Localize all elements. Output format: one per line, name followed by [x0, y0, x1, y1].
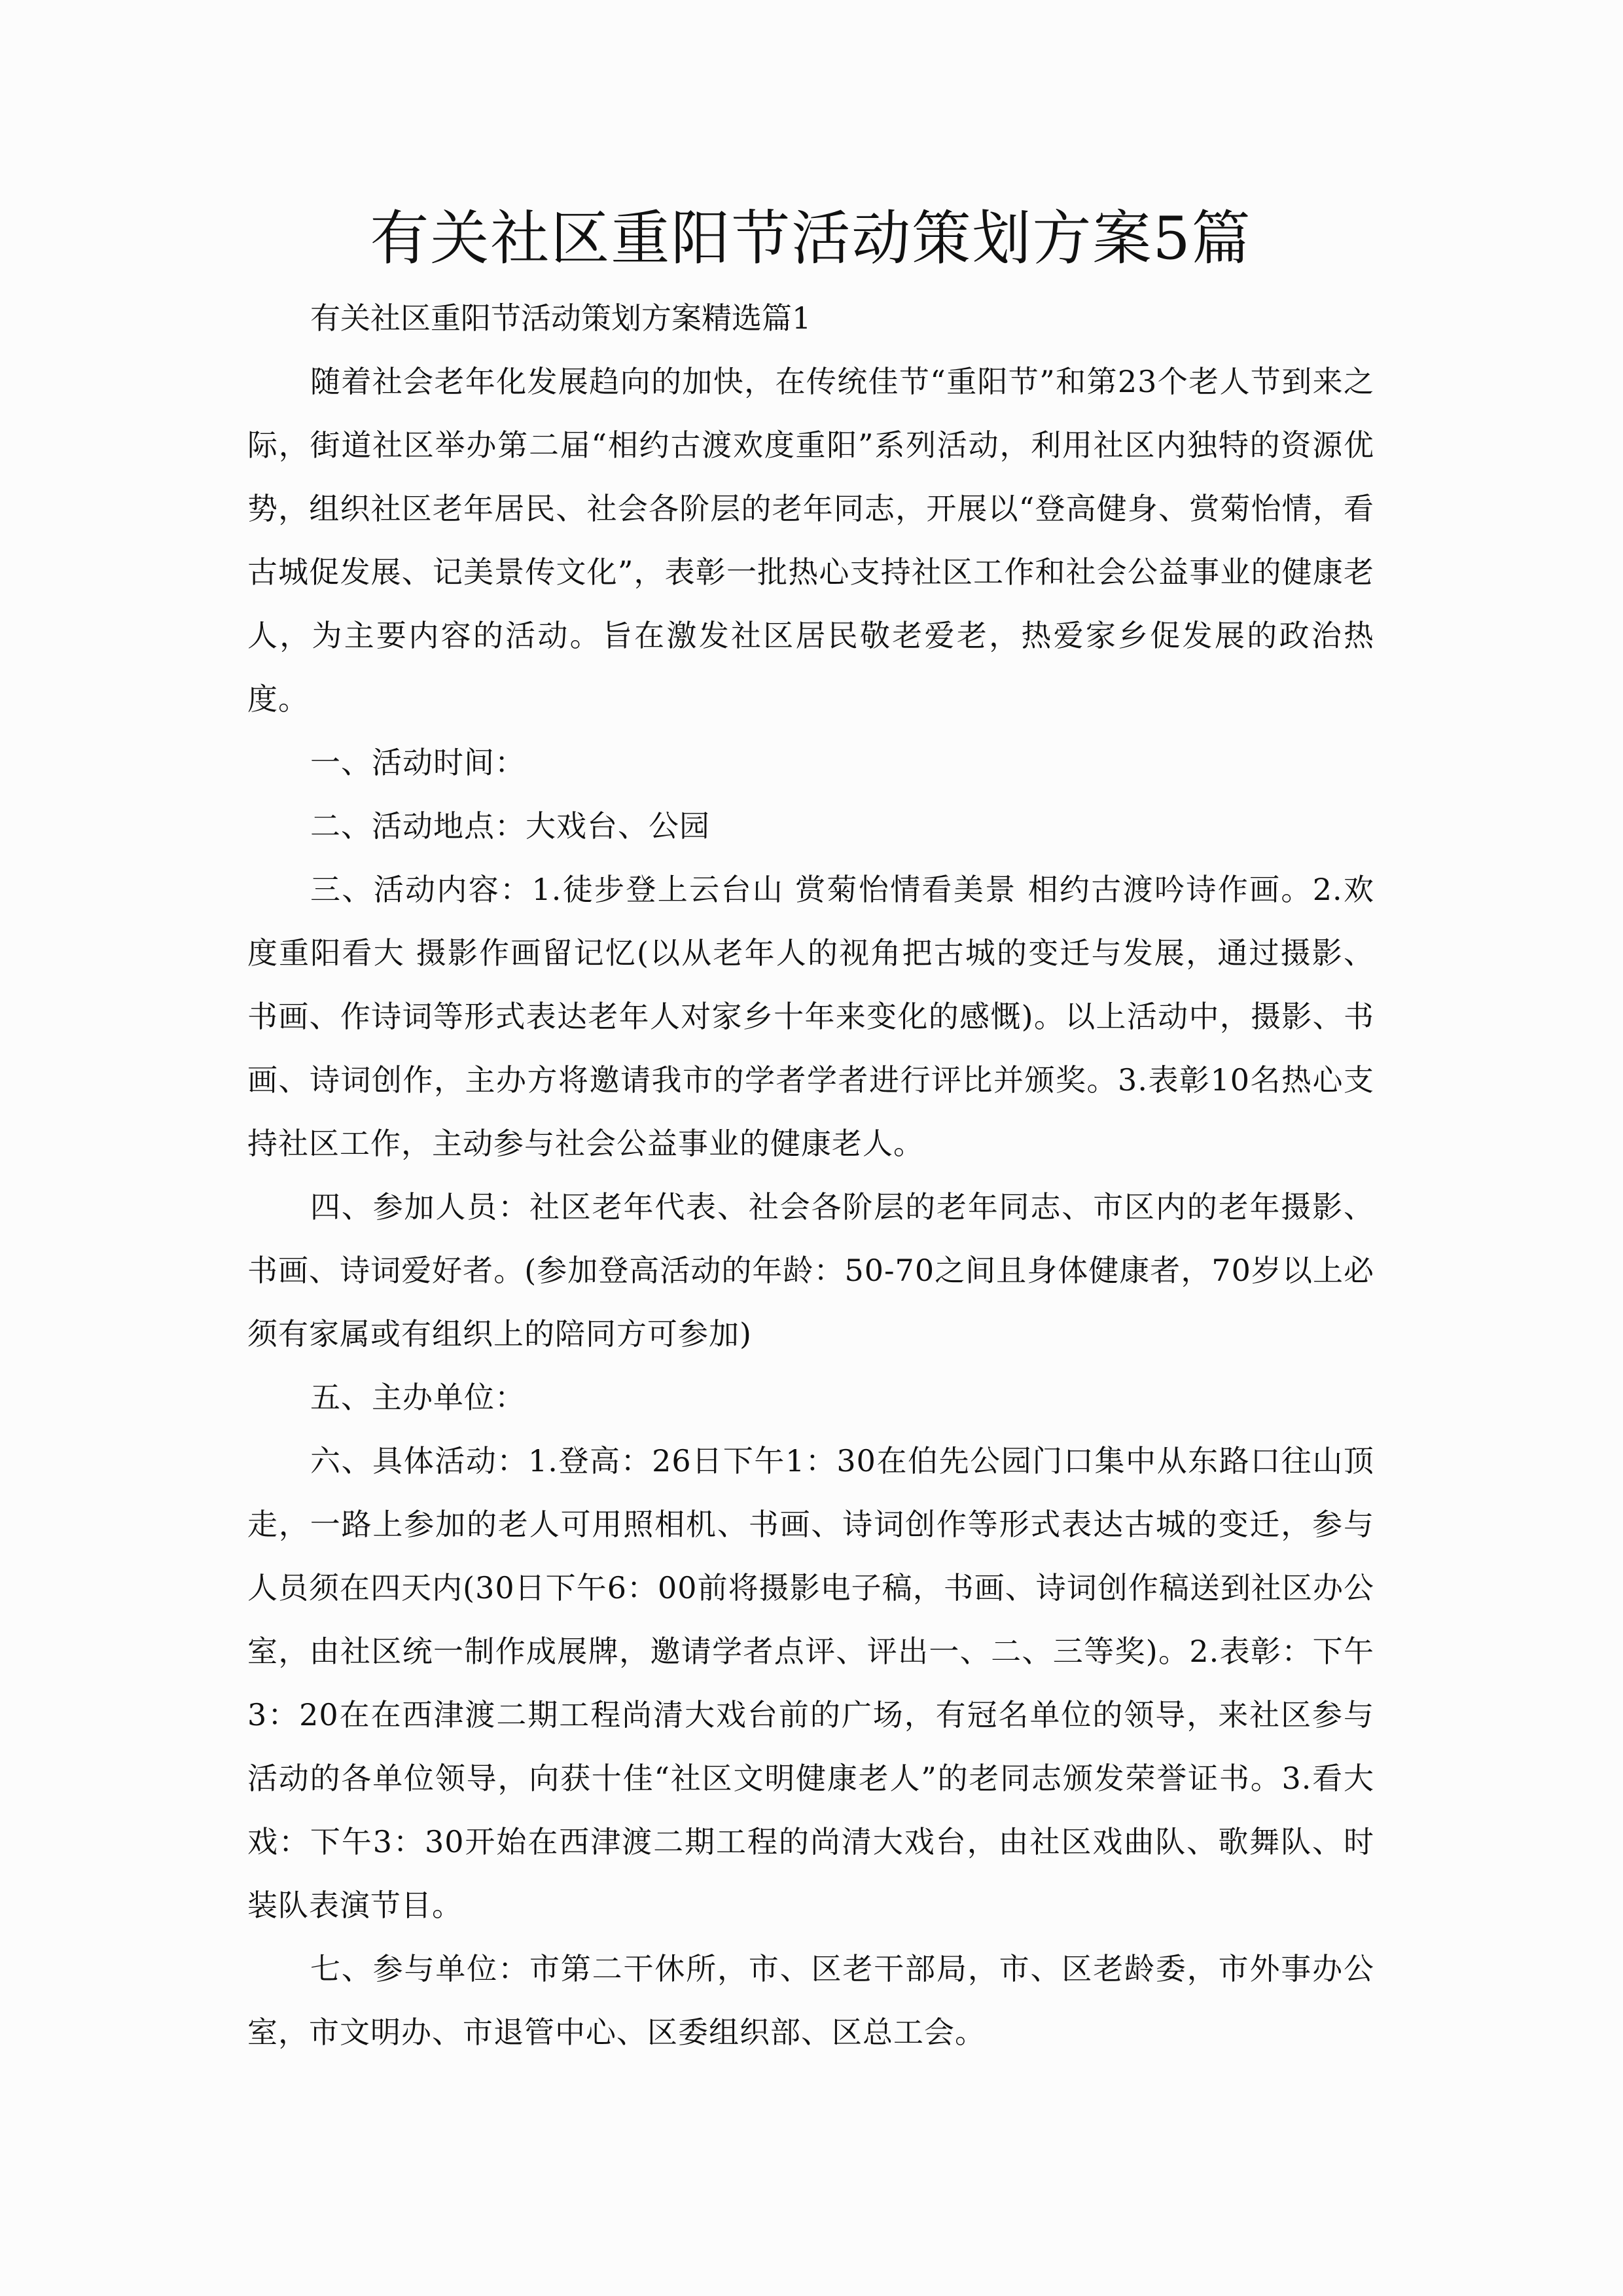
- section-activity-content: 三、活动内容：1.徒步登上云台山 赏菊怡情看美景 相约古渡吟诗作画。2.欢度重阳看大 摄影作画留记忆(以从老年人的视角把古城的变迁与发展，通过摄影、书画、作诗词等形式表达老年人对家乡十年来变化的感慨)。以上活动中，摄影、书画、诗词创作，主办方将邀请我市的学者学者进行评比并颁奖。3.表彰10名热心支持社区工作，主动参与社会公益事业的健康老人。: [247, 872, 1374, 1161]
- section-activity-location: 二、活动地点：大戏台、公园: [310, 808, 710, 844]
- section-specific-activities: 六、具体活动：1.登高：26日下午1：30在伯先公园门口集中从东路口往山顶走，一路上参加的老人可用照相机、书画、诗词创作等形式表达古城的变迁，参与人员须在四天内(30日下午6：00前将摄影电子稿，书画、诗词创作稿送到社区办公室，由社区统一制作成展牌，邀请学者点评、评出一、二、三等奖)。2.表彰：下午3：20在在西津渡二期工程尚清大戏台前的广场，有冠名单位的领导，来社区参与活动的各单位领导，向获十佳“社区文明健康老人”的老同志颁发荣誉证书。3.看大戏：下午3：30开始在西津渡二期工程的尚清大戏台，由社区戏曲队、歌舞队、时装队表演节目。: [247, 1443, 1374, 1923]
- section-participants: 四、参加人员：社区老年代表、社会各阶层的老年同志、市区内的老年摄影、书画、诗词爱好者。(参加登高活动的年龄：50-70之间且身体健康者，70岁以上必须有家属或有组织上的陪同方可参加): [247, 1189, 1374, 1352]
- intro-paragraph: 随着社会老年化发展趋向的加快，在传统佳节“重阳节”和第23个老人节到来之际，街道社区举办第二届“相约古渡欢度重阳”系列活动，利用社区内独特的资源优势，组织社区老年居民、社会各阶层的老年同志，开展以“登高健身、赏菊怡情，看古城促发展、记美景传文化”，表彰一批热心支持社区工作和社会公益事业的健康老人，为主要内容的活动。旨在激发社区居民敬老爱老，热爱家乡促发展的政治热度。: [247, 364, 1374, 717]
- document-title: 有关社区重阳节活动策划方案5篇: [370, 204, 1252, 273]
- section-organizer: 五、主办单位：: [310, 1380, 526, 1415]
- section-subtitle: 有关社区重阳节活动策划方案精选篇1: [310, 300, 812, 336]
- section-participating-units: 七、参与单位：市第二干休所，市、区老干部局，市、区老龄委，市外事办公室，市文明办、市退管中心、区委组织部、区总工会。: [247, 1951, 1374, 2050]
- section-activity-time: 一、活动时间：: [310, 745, 526, 780]
- document-page: [247, 196, 1374, 2064]
